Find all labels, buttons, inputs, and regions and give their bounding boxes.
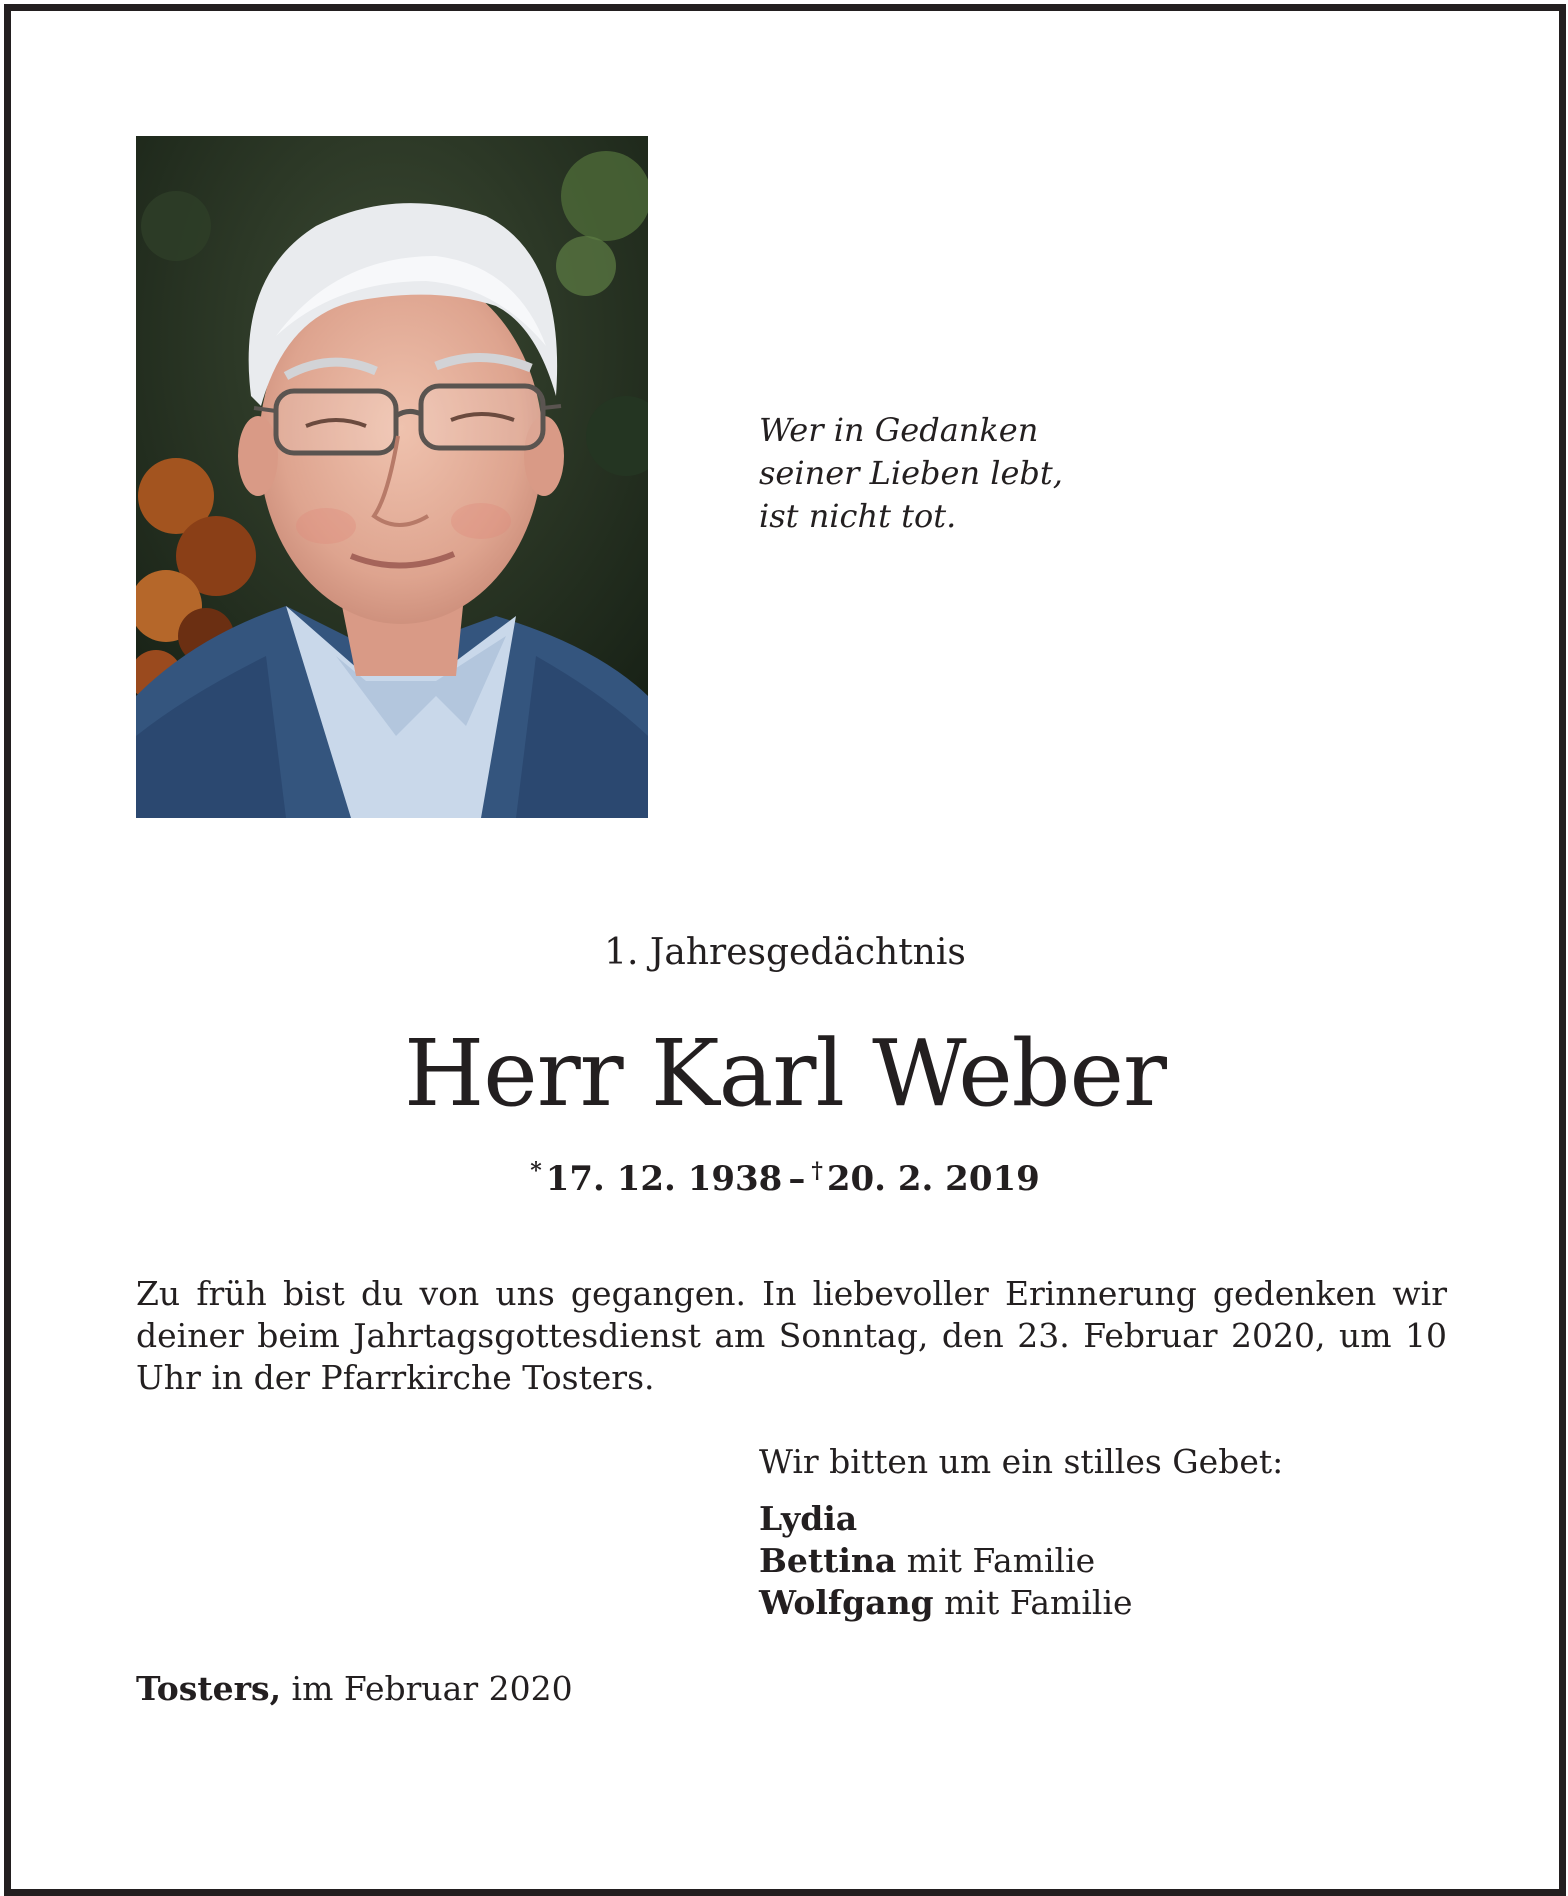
signer-name: Lydia (759, 1499, 858, 1538)
birth-symbol: * (530, 1158, 542, 1184)
signer (759, 1540, 1133, 1582)
signers-list (759, 1498, 1133, 1624)
death-date: 20. 2. 2019 (826, 1159, 1040, 1199)
place-city: Tosters, (136, 1669, 282, 1708)
birth-date: 17. 12. 1938 (545, 1159, 783, 1199)
quote-line: Wer in Gedanken (759, 411, 1039, 449)
portrait-photo (136, 136, 648, 818)
prayer-request: Wir bitten um ein stilles Gebet: (759, 1442, 1284, 1481)
date-separator: – (788, 1159, 806, 1199)
place-date (136, 1668, 573, 1710)
place-date-text: im Februar 2020 (281, 1669, 573, 1708)
deceased-name: Herr Karl Weber (404, 1020, 1166, 1127)
signer-suffix: mit Familie (933, 1583, 1133, 1622)
memorial-text: Zu früh bist du von uns gegangen. In liebevoller Erinnerung gedenken wir deiner beim Jahrtagsgottesdienst am Sonntag, den 23. Februar 2020, um 10 Uhr in der Pfarrkirche Tosters. (136, 1274, 1447, 1397)
life-dates (11, 1149, 1559, 1201)
memorial-quote (759, 409, 1063, 538)
quote-line: ist nicht tot. (759, 497, 957, 535)
death-symbol: † (811, 1158, 823, 1184)
anniversary-heading: 1. Jahresgedächtnis (604, 932, 966, 973)
signer-name: Bettina (759, 1541, 897, 1580)
obituary-frame (4, 4, 1566, 1896)
quote-line: seiner Lieben lebt, (759, 454, 1063, 492)
signer (759, 1498, 1133, 1540)
signer-suffix: mit Familie (896, 1541, 1096, 1580)
signer (759, 1582, 1133, 1624)
signer-name: Wolfgang (759, 1583, 934, 1622)
